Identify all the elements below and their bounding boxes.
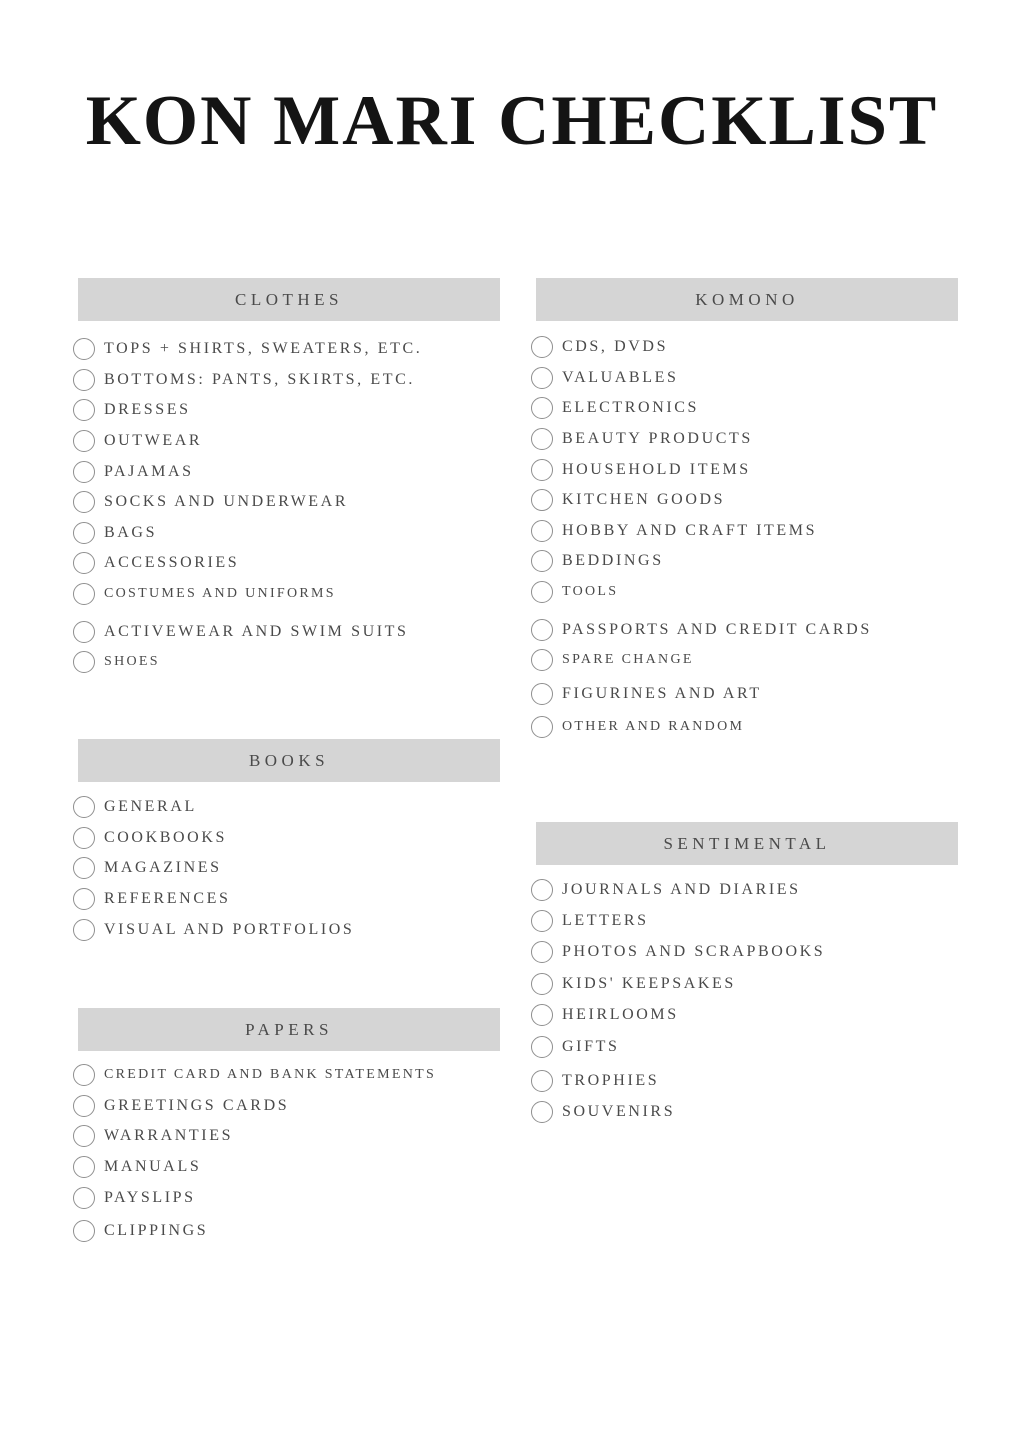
item-label: PHOTOS AND SCRAPBOOKS — [562, 943, 826, 961]
item-label: MAGAZINES — [104, 859, 222, 877]
checklist-item — [72, 1182, 512, 1213]
checklist-item — [530, 1031, 990, 1062]
checkbox-circle[interactable] — [531, 1101, 553, 1123]
item-label: ACTIVEWEAR AND SWIM SUITS — [104, 622, 409, 640]
checklist-item — [72, 1091, 512, 1122]
checkbox-circle[interactable] — [73, 919, 95, 941]
item-label: ELECTRONICS — [562, 399, 700, 417]
item-label: OUTWEAR — [104, 432, 203, 450]
item-label: GENERAL — [104, 798, 197, 816]
checklist-books — [72, 792, 512, 945]
checkbox-circle[interactable] — [73, 552, 95, 574]
item-label: PASSPORTS AND CREDIT CARDS — [562, 620, 872, 638]
item-label: HOBBY AND CRAFT ITEMS — [562, 521, 818, 539]
item-label: BAGS — [104, 523, 158, 541]
checklist-item — [530, 679, 990, 710]
checkbox-circle[interactable] — [531, 716, 553, 738]
checklist-item — [530, 712, 990, 743]
checkbox-circle[interactable] — [531, 1036, 553, 1058]
checkbox-circle[interactable] — [73, 1095, 95, 1117]
item-label: VALUABLES — [562, 368, 679, 386]
checkbox-circle[interactable] — [73, 1125, 95, 1147]
checklist-komono — [530, 332, 990, 743]
item-label: ACCESSORIES — [104, 554, 240, 572]
item-label: TOPS + SHIRTS, SWEATERS, ETC. — [104, 340, 423, 358]
checklist-item — [72, 1216, 512, 1247]
item-label: LETTERS — [562, 912, 649, 930]
checkbox-circle[interactable] — [531, 397, 553, 419]
section-header-label: BOOKS — [248, 750, 330, 770]
checklist-item — [530, 363, 990, 394]
checkbox-circle[interactable] — [531, 941, 553, 963]
checkbox-circle[interactable] — [73, 857, 95, 879]
item-label: HOUSEHOLD ITEMS — [562, 460, 751, 478]
section-books — [72, 739, 512, 945]
checklist-item — [530, 485, 990, 516]
checklist-item — [72, 487, 512, 518]
checkbox-circle[interactable] — [73, 338, 95, 360]
checkbox-circle[interactable] — [73, 651, 95, 673]
item-label: REFERENCES — [104, 890, 231, 908]
checkbox-circle[interactable] — [531, 459, 553, 481]
section-header-books — [78, 739, 500, 782]
item-label: JOURNALS AND DIARIES — [562, 880, 801, 898]
checkbox-circle[interactable] — [531, 550, 553, 572]
item-label: SOUVENIRS — [562, 1103, 676, 1121]
checklist-sentimental — [530, 874, 990, 1128]
checklist-item — [72, 395, 512, 426]
item-label: BEDDINGS — [562, 552, 664, 570]
checklist-item — [72, 853, 512, 884]
checkbox-circle[interactable] — [531, 1004, 553, 1026]
checklist-papers — [72, 1060, 512, 1247]
checklist-item — [530, 874, 990, 905]
checklist-item — [72, 579, 512, 610]
item-label: VISUAL AND PORTFOLIOS — [104, 920, 355, 938]
checkbox-circle[interactable] — [531, 428, 553, 450]
checklist-item — [530, 454, 990, 485]
section-header-label: SENTIMENTAL — [663, 833, 831, 853]
item-label: PAYSLIPS — [104, 1188, 196, 1206]
item-label: KIDS' KEEPSAKES — [562, 974, 736, 992]
item-label: MANUALS — [104, 1158, 202, 1176]
checkbox-circle[interactable] — [73, 888, 95, 910]
checkbox-circle[interactable] — [73, 369, 95, 391]
checklist-item — [72, 884, 512, 915]
checkbox-circle[interactable] — [73, 1156, 95, 1178]
item-label: DRESSES — [104, 401, 191, 419]
checklist-item — [530, 1000, 990, 1031]
section-komono — [530, 278, 990, 743]
checkbox-circle[interactable] — [73, 1187, 95, 1209]
checkbox-circle[interactable] — [73, 827, 95, 849]
checklist-item — [72, 334, 512, 365]
checklist-item — [530, 516, 990, 547]
checklist-item — [530, 1097, 990, 1128]
checkbox-circle[interactable] — [73, 399, 95, 421]
item-label: SHOES — [104, 654, 160, 670]
checkbox-circle[interactable] — [531, 683, 553, 705]
checkbox-circle[interactable] — [531, 619, 553, 641]
checkbox-circle[interactable] — [73, 430, 95, 452]
checklist-item — [530, 937, 990, 968]
item-label: WARRANTIES — [104, 1127, 234, 1145]
item-label: GIFTS — [562, 1037, 620, 1055]
section-header-clothes — [78, 278, 500, 321]
checkbox-circle[interactable] — [531, 581, 553, 603]
checklist-item — [72, 548, 512, 579]
section-header-papers — [78, 1008, 500, 1051]
checklist-item — [72, 914, 512, 945]
checklist-item — [72, 426, 512, 457]
checkbox-circle[interactable] — [73, 522, 95, 544]
checklist-item — [72, 616, 512, 647]
section-clothes — [72, 278, 512, 678]
checklist-item — [72, 1152, 512, 1183]
item-label: COSTUMES AND UNIFORMS — [104, 586, 336, 602]
checkbox-circle[interactable] — [531, 367, 553, 389]
item-label: BOTTOMS: PANTS, SKIRTS, ETC. — [104, 370, 416, 388]
checklist-item — [530, 645, 990, 676]
checklist-clothes — [72, 334, 512, 678]
checklist-item — [72, 456, 512, 487]
page-title: KON MARI CHECKLIST — [85, 82, 939, 160]
checkbox-circle[interactable] — [531, 910, 553, 932]
section-header-sentimental — [536, 822, 958, 865]
checklist-item — [72, 1060, 512, 1091]
checklist-item — [530, 332, 990, 363]
checklist-item — [530, 546, 990, 577]
checklist-item — [72, 365, 512, 396]
section-papers — [72, 1008, 512, 1247]
checkbox-circle[interactable] — [531, 489, 553, 511]
checkbox-circle[interactable] — [73, 491, 95, 513]
checkbox-circle[interactable] — [73, 1220, 95, 1242]
section-header-label: PAPERS — [245, 1019, 333, 1039]
checklist-item — [530, 905, 990, 936]
checkbox-circle[interactable] — [73, 796, 95, 818]
checklist-item — [72, 823, 512, 854]
checklist-item — [530, 968, 990, 999]
section-sentimental — [530, 822, 990, 1128]
item-label: OTHER AND RANDOM — [562, 719, 745, 735]
item-label: TOOLS — [562, 584, 619, 600]
checklist-item — [72, 792, 512, 823]
item-label: PAJAMAS — [104, 462, 194, 480]
checkbox-circle[interactable] — [531, 520, 553, 542]
section-header-komono — [536, 278, 958, 321]
checklist-item — [530, 577, 990, 608]
item-label: HEIRLOOMS — [562, 1006, 679, 1024]
checklist-item — [72, 1121, 512, 1152]
item-label: CREDIT CARD AND BANK STATEMENTS — [104, 1067, 437, 1083]
item-label: TROPHIES — [562, 1072, 660, 1090]
section-header-label: KOMONO — [695, 289, 799, 309]
checkbox-circle[interactable] — [531, 973, 553, 995]
item-label: CDS, DVDS — [562, 338, 669, 356]
checkbox-circle[interactable] — [531, 649, 553, 671]
item-label: FIGURINES AND ART — [562, 684, 762, 702]
item-label: KITCHEN GOODS — [562, 491, 726, 509]
checkbox-circle[interactable] — [73, 583, 95, 605]
checklist-item — [530, 424, 990, 455]
checklist-item — [72, 518, 512, 549]
item-label: COOKBOOKS — [104, 828, 227, 846]
item-label: SOCKS AND UNDERWEAR — [104, 493, 349, 511]
item-label: SPARE CHANGE — [562, 652, 694, 668]
item-label: BEAUTY PRODUCTS — [562, 430, 753, 448]
checklist-item — [530, 614, 990, 645]
section-header-label: CLOTHES — [235, 289, 343, 309]
checkbox-circle[interactable] — [73, 461, 95, 483]
checkbox-circle[interactable] — [531, 879, 553, 901]
checkbox-circle[interactable] — [531, 336, 553, 358]
checklist-item — [530, 393, 990, 424]
checkbox-circle[interactable] — [73, 621, 95, 643]
checkbox-circle[interactable] — [73, 1064, 95, 1086]
checklist-item — [72, 647, 512, 678]
item-label: GREETINGS CARDS — [104, 1096, 290, 1114]
checkbox-circle[interactable] — [531, 1070, 553, 1092]
item-label: CLIPPINGS — [104, 1222, 209, 1240]
checklist-item — [530, 1065, 990, 1096]
